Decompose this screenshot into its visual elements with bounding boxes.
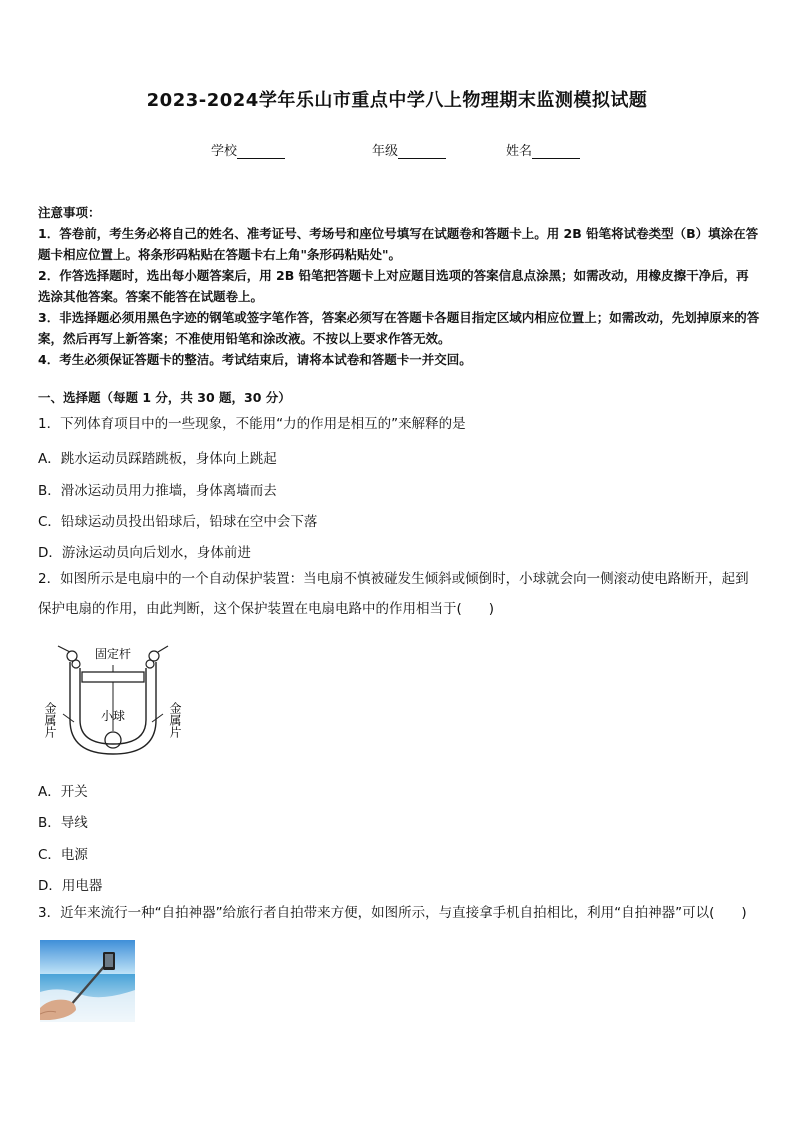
school-field[interactable] bbox=[211, 140, 285, 159]
note-item: 3．非选择题必须用黑色字迹的钢笔或签字笔作答，答案必须写在答题卡各题目指定区域内相应位置上；如需改动，先划掉原来的答案，然后再写上新答案；不准使用铅笔和涂改液。不按以上要求作答无效。 bbox=[38, 310, 760, 346]
question-2-option-a[interactable]: A．开关 bbox=[38, 784, 88, 800]
question-1-option-b[interactable]: B．滑冰运动员用力推墙，身体离墙而去 bbox=[38, 483, 277, 499]
question-2-option-c[interactable]: C．电源 bbox=[38, 847, 88, 863]
right-strip-label: 金属片 bbox=[168, 702, 182, 738]
fixed-rod-label: 固定杆 bbox=[94, 647, 132, 661]
question-2-stem: 2．如图所示是电扇中的一个自动保护装置：当电扇不慎被碰发生倾斜或倾倒时，小球就会向一侧滚动使电路断开，起到保护电扇的作用，由此判断，这个保护装置在电扇电路中的作用相当于( ) bbox=[38, 571, 749, 617]
question-1-option-d[interactable]: D．游泳运动员向后划水，身体前进 bbox=[38, 545, 251, 561]
note-item: 4．考生必须保证答题卡的整洁。考试结束后，请将本试卷和答题卡一并交回。 bbox=[38, 352, 472, 367]
grade-blank bbox=[398, 144, 446, 159]
left-strip-label: 金属片 bbox=[43, 702, 57, 738]
grade-label: 年级 bbox=[372, 144, 399, 159]
grade-field[interactable] bbox=[372, 140, 446, 159]
school-label: 学校 bbox=[211, 144, 238, 159]
question-1-option-c[interactable]: C．铅球运动员投出铅球后，铅球在空中会下落 bbox=[38, 514, 318, 530]
question-3-stem: 3．近年来流行一种“自拍神器”给旅行者自拍带来方便，如图所示，与直接拿手机自拍相比，利用“自拍神器”可以( ) bbox=[38, 905, 747, 921]
question-1-stem: 1．下列体育项目中的一些现象，不能用“力的作用是相互的”来解释的是 bbox=[38, 416, 466, 432]
section-heading: 一、选择题（每题 1 分，共 30 题，30 分） bbox=[38, 390, 291, 405]
protection-device-figure bbox=[38, 638, 188, 760]
note-item: 2．作答选择题时，选出每小题答案后，用 2B 铅笔把答题卡上对应题目选项的答案信息点涂黑；如需改动，用橡皮擦干净后，再选涂其他答案。答案不能答在试题卷上。 bbox=[38, 268, 749, 304]
name-label: 姓名 bbox=[506, 144, 533, 159]
notes-block bbox=[38, 202, 760, 370]
exam-title: 2023-2024学年乐山市重点中学八上物理期末监测模拟试题 bbox=[146, 90, 648, 111]
selfie-stick-photo bbox=[40, 940, 135, 1022]
question-1-option-a[interactable]: A．跳水运动员踩踏跳板，身体向上跳起 bbox=[38, 451, 277, 467]
school-blank bbox=[237, 144, 285, 159]
question-2-option-b[interactable]: B．导线 bbox=[38, 815, 88, 831]
question-2-option-d[interactable]: D．用电器 bbox=[38, 878, 103, 894]
name-field[interactable] bbox=[506, 140, 580, 159]
ball-label: 小球 bbox=[100, 709, 126, 723]
notes-heading: 注意事项： bbox=[38, 205, 101, 220]
name-blank bbox=[532, 144, 580, 159]
note-item: 1．答卷前，考生务必将自己的姓名、准考证号、考场号和座位号填写在试题卷和答题卡上。用 2B 铅笔将试卷类型（B）填涂在答题卡相应位置上。将条形码粘贴在答题卡右上角"条形码粘贴处"。 bbox=[38, 226, 759, 262]
